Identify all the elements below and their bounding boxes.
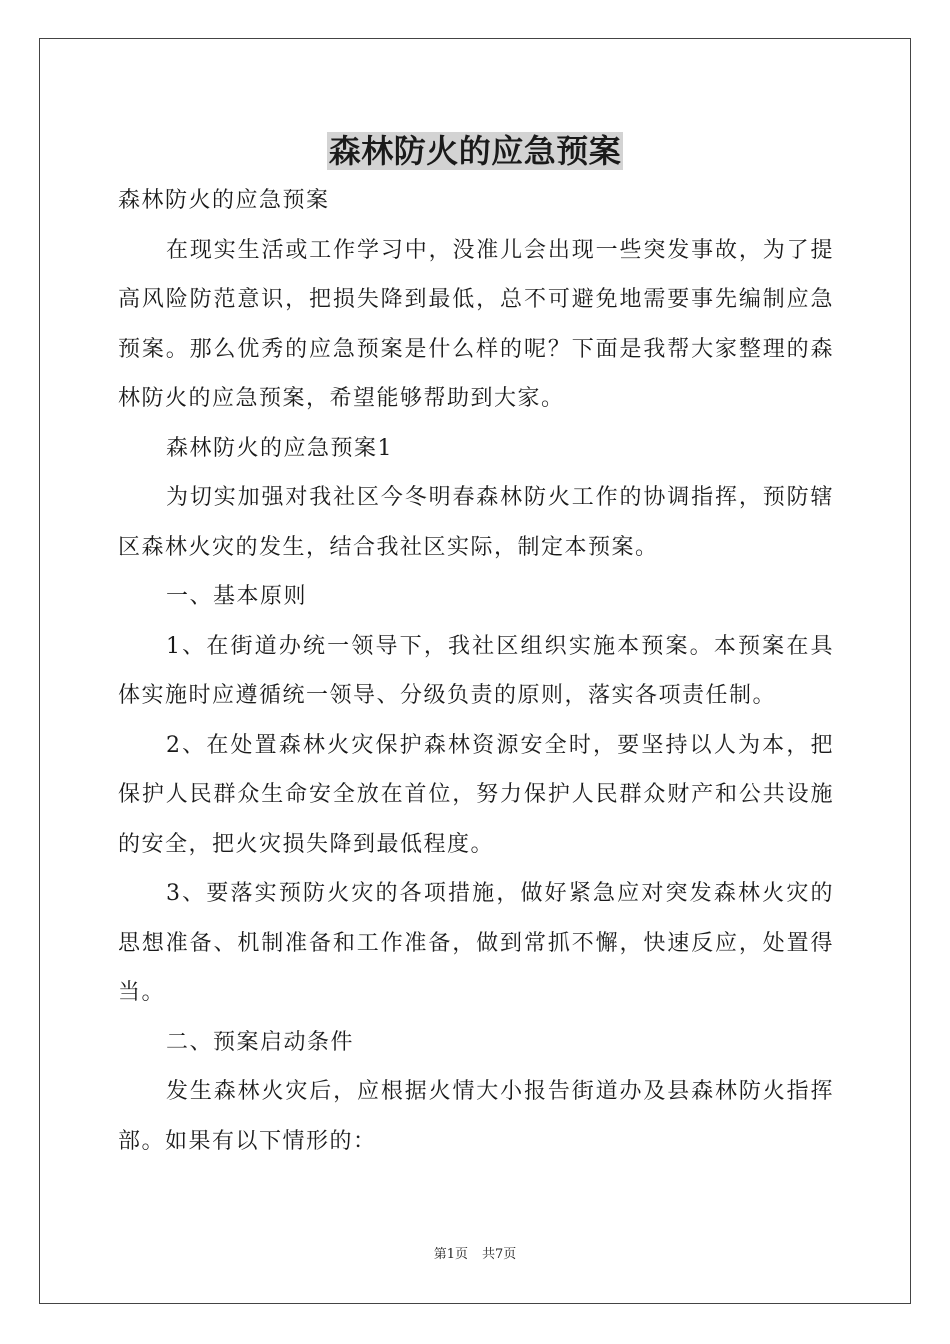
body-paragraph: 森林防火的应急预案 [118,188,330,213]
page-number: 第1页 [433,1247,468,1262]
total-pages: 共7页 [482,1247,517,1262]
body-paragraph: 在现实生活或工作学习中，没准儿会出现一些突发事故，为了提高风险防范意识，把损失降到最低，总不可避免地需要事先编制应急预案。那么优秀的应急预案是什么样的呢？下面是我帮大家整理的森林防火的应急预案，希望能够帮助到大家。 [118,237,834,411]
page-footer [0,1245,950,1265]
document-title [0,126,950,176]
section-heading: 二、预案启动条件 [166,1029,355,1055]
document-body [118,176,834,1166]
body-paragraph: 3、要落实预防火灾的各项措施，做好紧急应对突发森林火灾的思想准备、机制准备和工作准备，做到常抓不懈，快速反应，处置得当。 [118,881,834,1005]
section-heading: 森林防火的应急预案1 [166,435,393,461]
body-paragraph: 发生森林火灾后，应根据火情大小报告街道办及县森林防火指挥部。如果有以下情形的： [118,1079,834,1154]
section-heading: 一、基本原则 [166,584,308,609]
body-paragraph: 2、在处置森林火灾保护森林资源安全时，要坚持以人为本，把保护人民群众生命安全放在首位，努力保护人民群众财产和公共设施的安全，把火灾损失降到最低程度。 [118,732,834,857]
document-title-text: 森林防火的应急预案 [328,132,622,170]
body-paragraph: 为切实加强对我社区今冬明春森林防火工作的协调指挥，预防辖区森林火灾的发生，结合我社区实际，制定本预案。 [118,485,834,560]
body-paragraph: 1、在街道办统一领导下，我社区组织实施本预案。本预案在具体实施时应遵循统一领导、分级负责的原则，落实各项责任制。 [118,633,834,708]
